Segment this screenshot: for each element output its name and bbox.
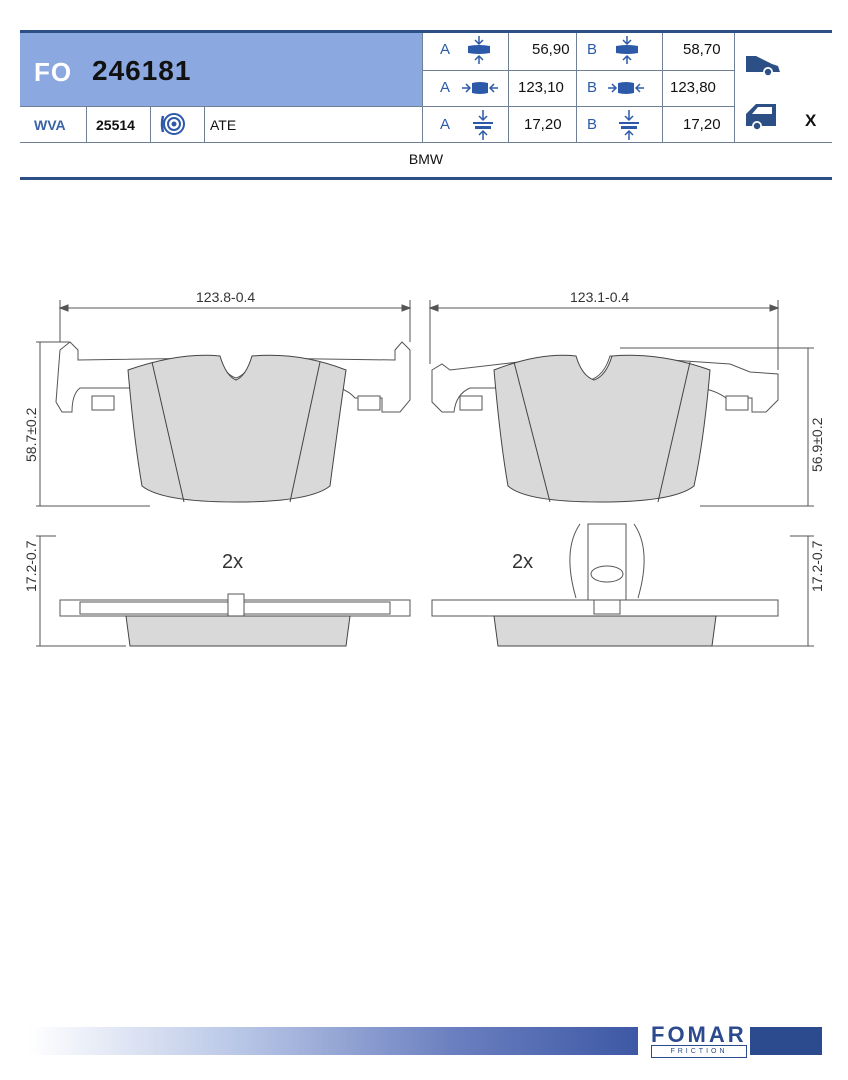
car-rear-axle-icon — [742, 100, 780, 130]
grid-line — [150, 106, 151, 142]
grid-line — [86, 106, 87, 142]
system-name: ATE — [210, 117, 237, 133]
height-arrow-icon — [614, 36, 640, 64]
dim-a-value: 17,20 — [524, 116, 562, 133]
thickness-arrow-icon — [472, 110, 494, 140]
grid-line — [204, 106, 205, 142]
dim-b-letter: B — [587, 79, 598, 96]
product-header — [20, 30, 832, 180]
fomar-logo-subtitle: FRICTION — [651, 1045, 747, 1058]
dim-b-value: 17,20 — [683, 116, 721, 133]
dim-b-letter: B — [587, 41, 598, 58]
grid-line — [576, 33, 577, 142]
grid-line — [422, 70, 734, 71]
right-thickness-label: 17.2-0.7 — [809, 540, 825, 592]
height-arrow-icon — [466, 36, 492, 64]
dim-a-value: 56,90 — [532, 41, 570, 58]
grid-line — [422, 33, 423, 142]
width-arrow-icon — [462, 80, 498, 96]
dim-a-letter: A — [440, 79, 451, 96]
dim-a-letter: A — [440, 116, 451, 133]
left-quantity: 2x — [222, 551, 244, 573]
brake-pad-drawing — [10, 280, 830, 665]
dim-b-letter: B — [587, 116, 598, 133]
left-height-label: 58.7±0.2 — [23, 407, 39, 462]
dim-a-letter: A — [440, 41, 451, 58]
product-title-block — [20, 33, 422, 106]
product-prefix: FO — [34, 57, 73, 87]
left-thickness-label: 17.2-0.7 — [23, 540, 39, 592]
dim-b-value: 123,80 — [670, 79, 716, 96]
grid-line — [20, 142, 832, 143]
wva-number: 25514 — [96, 117, 135, 133]
thickness-arrow-icon — [618, 110, 640, 140]
dim-a-value: 123,10 — [518, 79, 564, 96]
vehicle-brand: BMW — [408, 151, 444, 167]
car-front-axle-icon — [744, 50, 782, 78]
right-height-label: 56.9±0.2 — [809, 417, 825, 472]
grid-line — [20, 106, 734, 107]
grid-line — [734, 33, 735, 142]
brake-disc-icon — [160, 111, 188, 137]
grid-line — [508, 33, 509, 142]
product-number: 246181 — [92, 55, 192, 86]
footer-gradient-bar — [28, 1027, 638, 1055]
fomar-logo: FOMAR — [651, 1022, 747, 1047]
right-quantity: 2x — [512, 551, 534, 573]
dim-b-value: 58,70 — [683, 41, 721, 58]
grid-line — [662, 33, 663, 142]
logo-color-block — [750, 1027, 822, 1055]
header-bottom-rule — [20, 177, 832, 180]
left-width-label: 123.8-0.4 — [196, 289, 256, 305]
wva-label: WVA — [34, 117, 66, 133]
axle-marker: X — [805, 111, 817, 130]
right-width-label: 123.1-0.4 — [570, 289, 630, 305]
width-arrow-icon — [608, 80, 644, 96]
